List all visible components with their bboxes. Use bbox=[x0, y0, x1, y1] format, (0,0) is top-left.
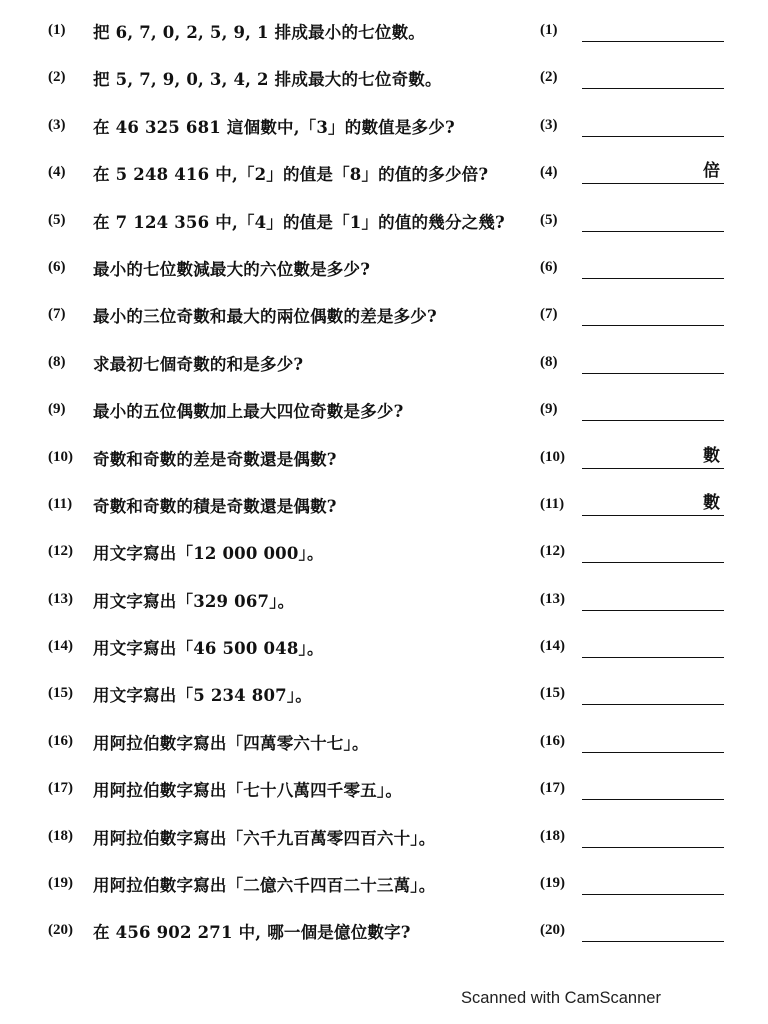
question-row bbox=[0, 768, 768, 815]
question-number: (19) bbox=[48, 875, 73, 892]
answer-number: (2) bbox=[540, 69, 558, 86]
question-number: (20) bbox=[48, 922, 73, 939]
answer-unit: 數 bbox=[703, 492, 720, 513]
question-text: 最小的五位偶數加上最大四位奇數是多少? bbox=[93, 402, 404, 422]
question-row bbox=[0, 294, 768, 341]
answer-blank[interactable] bbox=[582, 873, 724, 895]
answer-blank[interactable] bbox=[582, 683, 724, 705]
answer-number: (8) bbox=[540, 353, 558, 370]
question-row bbox=[0, 437, 768, 484]
answer-blank[interactable] bbox=[582, 304, 724, 326]
answer-unit: 倍 bbox=[703, 161, 720, 182]
answer-number: (18) bbox=[540, 827, 565, 844]
answer-blank[interactable] bbox=[582, 210, 724, 232]
question-number: (1) bbox=[48, 22, 66, 38]
question-text: 用文字寫出「5 234 807」。 bbox=[93, 686, 313, 706]
question-number: (7) bbox=[48, 306, 66, 323]
answer-blank[interactable] bbox=[582, 67, 724, 89]
question-number: (4) bbox=[48, 164, 66, 181]
question-row bbox=[0, 863, 768, 910]
answer-blank[interactable] bbox=[582, 826, 724, 848]
question-text: 用阿拉伯數字寫出「二億六千四百二十三萬」。 bbox=[93, 876, 436, 896]
question-number: (2) bbox=[48, 69, 66, 86]
answer-blank[interactable] bbox=[582, 115, 724, 137]
question-row bbox=[0, 626, 768, 673]
question-list bbox=[0, 10, 768, 958]
question-number: (14) bbox=[48, 638, 73, 655]
answer-blank[interactable] bbox=[582, 257, 724, 279]
question-text: 用文字寫出「329 067」。 bbox=[93, 591, 295, 611]
question-number: (11) bbox=[48, 495, 73, 512]
answer-blank[interactable] bbox=[582, 731, 724, 753]
question-text: 用阿拉伯數字寫出「七十八萬四千零五」。 bbox=[93, 781, 403, 801]
answer-number: (5) bbox=[540, 211, 558, 228]
question-row bbox=[0, 910, 768, 957]
answer-number: (3) bbox=[540, 116, 558, 133]
question-number: (18) bbox=[48, 827, 73, 844]
question-text: 最小的三位奇數和最大的兩位偶數的差是多少? bbox=[93, 307, 437, 327]
question-number: (13) bbox=[48, 590, 73, 607]
answer-number: (19) bbox=[540, 875, 565, 892]
question-row bbox=[0, 342, 768, 389]
question-row bbox=[0, 200, 768, 247]
question-text: 在 456 902 271 中, 哪一個是億位數字? bbox=[93, 923, 411, 943]
question-text: 用阿拉伯數字寫出「六千九百萬零四百六十」。 bbox=[93, 828, 436, 848]
answer-number: (4) bbox=[540, 164, 558, 181]
answer-number: (12) bbox=[540, 543, 565, 560]
question-row bbox=[0, 484, 768, 531]
answer-number: (1) bbox=[540, 22, 558, 38]
question-number: (9) bbox=[48, 401, 66, 418]
question-number: (10) bbox=[48, 448, 73, 465]
question-number: (12) bbox=[48, 543, 73, 560]
question-text: 在 5 248 416 中,「2」的值是「8」的值的多少倍? bbox=[93, 165, 489, 185]
question-row bbox=[0, 247, 768, 294]
camscanner-watermark: Scanned with CamScanner bbox=[461, 989, 661, 1007]
question-text: 求最初七個奇數的和是多少? bbox=[93, 354, 304, 374]
question-row bbox=[0, 816, 768, 863]
answer-blank[interactable] bbox=[582, 162, 724, 184]
question-row bbox=[0, 721, 768, 768]
question-number: (5) bbox=[48, 211, 66, 228]
answer-number: (7) bbox=[540, 306, 558, 323]
answer-number: (20) bbox=[540, 922, 565, 939]
question-row bbox=[0, 10, 768, 57]
answer-number: (15) bbox=[540, 685, 565, 702]
question-number: (6) bbox=[48, 258, 66, 275]
question-text: 用阿拉伯數字寫出「四萬零六十七」。 bbox=[93, 733, 369, 753]
answer-number: (14) bbox=[540, 638, 565, 655]
answer-number: (17) bbox=[540, 780, 565, 797]
answer-blank[interactable] bbox=[582, 399, 724, 421]
question-number: (16) bbox=[48, 732, 73, 749]
answer-blank[interactable] bbox=[582, 352, 724, 374]
answer-number: (10) bbox=[540, 448, 565, 465]
question-text: 用文字寫出「46 500 048」。 bbox=[93, 639, 324, 659]
question-number: (17) bbox=[48, 780, 73, 797]
answer-number: (9) bbox=[540, 401, 558, 418]
question-row bbox=[0, 673, 768, 720]
answer-blank[interactable] bbox=[582, 20, 724, 42]
answer-blank[interactable] bbox=[582, 778, 724, 800]
question-row bbox=[0, 579, 768, 626]
question-text: 奇數和奇數的差是奇數還是偶數? bbox=[93, 449, 337, 469]
answer-number: (11) bbox=[540, 495, 565, 512]
question-text: 奇數和奇數的積是奇數還是偶數? bbox=[93, 496, 337, 516]
question-number: (8) bbox=[48, 353, 66, 370]
question-number: (15) bbox=[48, 685, 73, 702]
question-text: 在 46 325 681 這個數中,「3」的數值是多少? bbox=[93, 117, 455, 137]
question-row bbox=[0, 531, 768, 578]
question-text: 把 5, 7, 9, 0, 3, 4, 2 排成最大的七位奇數。 bbox=[93, 70, 442, 90]
question-text: 在 7 124 356 中,「4」的值是「1」的值的幾分之幾? bbox=[93, 212, 505, 232]
answer-unit: 數 bbox=[703, 445, 720, 466]
question-row bbox=[0, 57, 768, 104]
answer-blank[interactable] bbox=[582, 920, 724, 942]
question-row bbox=[0, 152, 768, 199]
answer-number: (16) bbox=[540, 732, 565, 749]
question-text: 把 6, 7, 0, 2, 5, 9, 1 排成最小的七位數。 bbox=[93, 23, 425, 42]
question-text: 最小的七位數減最大的六位數是多少? bbox=[93, 259, 371, 279]
answer-blank[interactable] bbox=[582, 541, 724, 563]
answer-number: (6) bbox=[540, 258, 558, 275]
answer-blank[interactable] bbox=[582, 494, 724, 516]
question-number: (3) bbox=[48, 116, 66, 133]
question-row bbox=[0, 105, 768, 152]
answer-blank[interactable] bbox=[582, 636, 724, 658]
question-row bbox=[0, 389, 768, 436]
question-text: 用文字寫出「12 000 000」。 bbox=[93, 544, 324, 564]
answer-blank[interactable] bbox=[582, 589, 724, 611]
answer-number: (13) bbox=[540, 590, 565, 607]
answer-blank[interactable] bbox=[582, 447, 724, 469]
